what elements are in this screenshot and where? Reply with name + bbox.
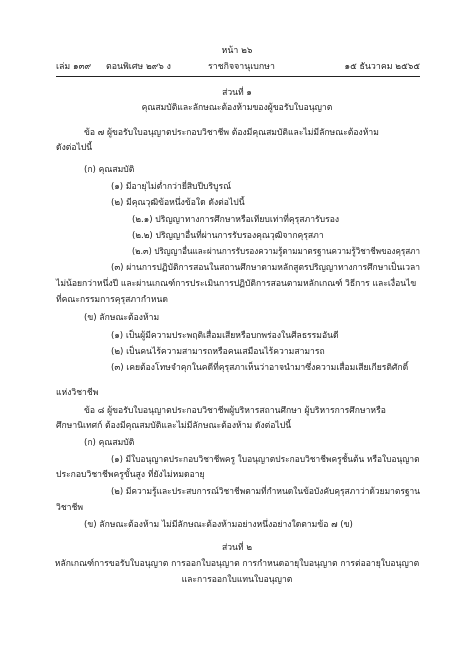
part-1-heading: ส่วนที่ ๑	[222, 88, 252, 98]
clause-7-prohibitions-label: (ข) ลักษณะต้องห้าม	[84, 313, 160, 323]
clause-7-text: ข้อ ๗ ผู้ขอรับใบอนุญาตประกอบวิชาชีพ ต้องมีคุณสมบัติและไม่มีลักษณะต้องห้าม	[84, 128, 379, 138]
clause-7-qualification-2-1: (๒.๑) ปริญญาทางการศึกษาหรือเทียบเท่าที่คุรุสภารับรอง	[132, 215, 340, 225]
clause-8-qualification-2-cont: วิชาชีพ	[56, 503, 83, 513]
clause-7-qualifications-label: (ก) คุณสมบัติ	[84, 165, 135, 175]
clause-8-qualification-1-cont: ประกอบวิชาชีพครูขั้นสูง ที่ยังไม่หมดอายุ	[56, 470, 205, 480]
part-2-subheading: หลักเกณฑ์การขอรับใบอนุญาต การออกใบอนุญาต การกำหนดอายุใบอนุญาต การต่ออายุใบอนุญาต	[54, 559, 420, 569]
gazette-title: ราชกิจจานุเบกษา	[208, 62, 275, 72]
page-number: หน้า ๒๖	[221, 46, 253, 56]
clause-8-qualification-2: (๒) มีความรู้และประสบการณ์วิชาชีพตามที่กำหนดในข้อบังคับคุรุสภาว่าด้วยมาตรฐาน	[111, 487, 421, 497]
clause-7-prohibition-2: (๒) เป็นคนไร้ความสามารถหรือคนเสมือนไร้ความสามารถ	[111, 347, 325, 357]
header-divider	[56, 76, 420, 77]
clause-8-qualification-1: (๑) มีใบอนุญาตประกอบวิชาชีพครู ใบอนุญาตประกอบวิชาชีพครูชั้นต้น หรือใบอนุญาต	[111, 455, 420, 465]
clause-7-qualification-2: (๒) มีคุณวุฒิข้อหนึ่งข้อใด ดังต่อไปนี้	[111, 198, 245, 208]
clause-7-qualification-2-2: (๒.๒) ปริญญาอื่นที่ผ่านการรับรองคุณวุฒิจากคุรุสภา	[132, 231, 324, 241]
clause-7-prohibition-3: (๓) เคยต้องโทษจำคุกในคดีที่คุรุสภาเห็นว่าอาจนำมาซึ่งความเสื่อมเสียเกียรติศักดิ์	[111, 363, 409, 373]
clause-7-qualification-1: (๑) มีอายุไม่ต่ำกว่ายี่สิบปีบริบูรณ์	[111, 182, 232, 192]
issue-date: ๑๕ ธันวาคม ๒๕๖๕	[344, 62, 420, 72]
clause-7-qualification-3-cont: ไม่น้อยกว่าหนึ่งปี และผ่านเกณฑ์การประเมินการปฏิบัติการสอนตามหลักเกณฑ์ วิธีการ และเงื่อนไข	[56, 279, 417, 289]
clause-7-qualification-3-cont2: ที่คณะกรรมการคุรุสภากำหนด	[56, 295, 168, 305]
clause-7-qualification-3: (๓) ผ่านการปฏิบัติการสอนในสถานศึกษาตามหลักสูตรปริญญาทางการศึกษาเป็นเวลา	[111, 263, 421, 273]
clause-7-prohibition-1: (๑) เป็นผู้มีความประพฤติเสื่อมเสียหรือบกพร่องในศีลธรรมอันดี	[111, 331, 339, 341]
clause-8-text-cont: ศึกษานิเทศก์ ต้องมีคุณสมบัติและไม่มีลักษณะต้องห้าม ดังต่อไปนี้	[56, 421, 292, 431]
special-issue: ตอนพิเศษ ๒๙๖ ง	[106, 62, 171, 72]
clause-7-prohibition-3-cont: แห่งวิชาชีพ	[56, 388, 99, 398]
clause-8-qualifications-label: (ก) คุณสมบัติ	[84, 438, 135, 448]
clause-7-text-cont: ดังต่อไปนี้	[56, 143, 93, 153]
clause-7-qualification-2-3: (๒.๓) ปริญญาอื่นและผ่านการรับรองความรู้ตามมาตรฐานความรู้วิชาชีพของคุรุสภา	[132, 247, 421, 257]
volume-number: เล่ม ๑๓๙	[56, 62, 92, 72]
clause-8-text: ข้อ ๘ ผู้ขอรับใบอนุญาตประกอบวิชาชีพผู้บริหารสถานศึกษา ผู้บริหารการศึกษาหรือ	[84, 406, 386, 416]
clause-8-prohibitions: (ข) ลักษณะต้องห้าม ไม่มีลักษณะต้องห้ามอย่างหนึ่งอย่างใดตามข้อ ๗ (ข)	[84, 520, 353, 530]
part-2-subheading-cont: และการออกใบแทนใบอนุญาต	[181, 575, 293, 585]
part-1-subheading: คุณสมบัติและลักษณะต้องห้ามของผู้ขอรับใบอนุญาต	[141, 103, 333, 113]
part-2-heading: ส่วนที่ ๒	[221, 543, 252, 553]
